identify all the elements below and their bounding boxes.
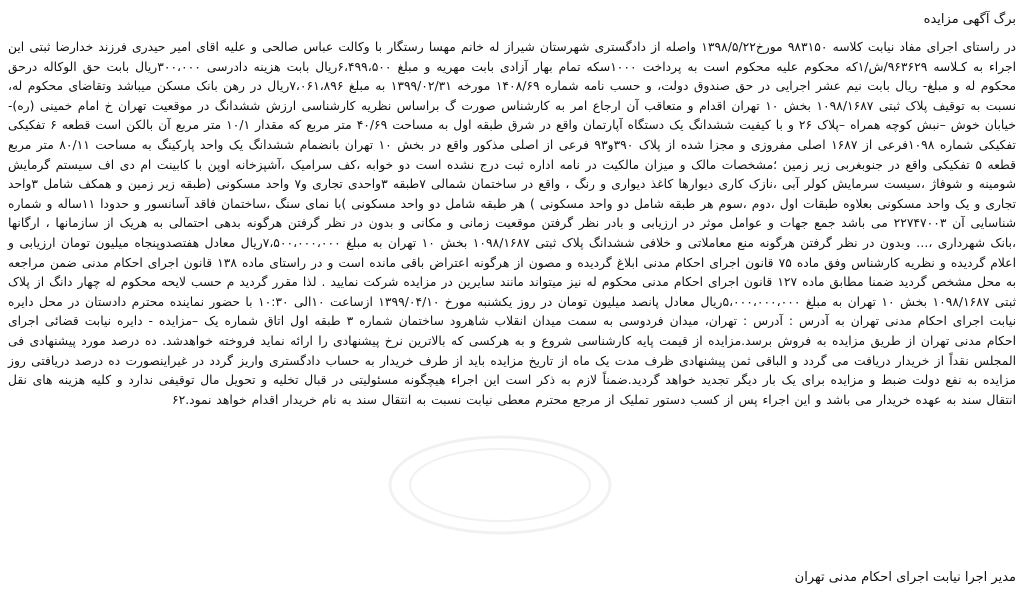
notice-title: برگ آگهی مزایده: [923, 12, 1016, 27]
notice-signature: مدیر اجرا نیابت اجرای احکام مدنی تهران: [794, 570, 1016, 585]
faint-seal-watermark: [380, 430, 620, 540]
notice-body: در راستای اجرای مفاد نیابت کلاسه ۹۸۳۱۵۰ مورخ۱۳۹۸/۵/۲۲ واصله از دادگستری شهرستان شیراز له خانم مهسا رستگار با وکالت عباس صالحی و علیه اقای امیر حیدری فرزند خدارضا ثبتی این اجراء به کـلاسه ۹۶۳۶۲۹/ش/۱که محکوم علیه محکوم است به پرداخت ۱۰۰۰سکه تمام بهار آزادی بابت مهریه و مبلغ ۶،۴۹۹،۵۰۰ریال بابت هزینه دادرسی ۳۰۰،۰۰۰ریال بابت حق الوکاله درحق محکوم له و مبلغ- ریال بابت نیم عشر اجرایی در حق صندوق دولت، و حسب نامه شماره ۱۴۰۸/۶۹ مورخه ۱۳۹۹/۰۲/۳۱ به مبلغ ۷،۰۶۱،۸۹۶ریال در رهن بانک مسکن میباشد وتقاضای محکوم له، نسبت به توقیف پلاک ثبتی ۱۰۹۸/۱۶۸۷ بخش ۱۰ تهران اقدام و متعاقب آن ارجاع امر به کارشناس صورت گ براساس نظریه کارشناسی ارزش ششدانگ در موقعیت تهران خ امام خمینی (ره)-خیابان خوش –نبش کوچه همراه –پلاک ۲۶ و با کیفیت ششدانگ یک دستگاه آپارتمان واقع در شرق طبقه اول به مساحت ۴۰/۶۹ متر مربع که مقدار ۱۰/۱ متر مربع آن بالکن است قطعه ۶ تفکیکی تفکیکی شماره ۱۰۹۸فرعی از ۱۶۸۷ اصلی مفروزی و مجزا شده از پلاک ۳۹۰و۹۳ فرعی از اصلی مذکور واقع در بخش ۱۰ تهران بانضمام ششدانگ یک واحد پارکینگ به مساحت ۸۰/۱۱ متر مربع قطعه ۵ تفکیکی واقع در جنوبغربی زیر زمین ؛مشخصات مالک و میزان مالکیت در نامه اداره ثبت درج نشده است دو خوابه ،کف سرامیک ،آشپزخانه اوپن با کابینت ام دی اف سیستم گرمایش شومینه و شوفاژ ،سیست سرمایش کولر آبی ،نازک کاری دیوارها کاغذ دیواری و رنگ ، واقع در ساختمان شمالی ۷طبقه ۳واحدی تجاری و۷ واحد مسکونی (طبقه زیر زمین و همکف شامل ۳واحد تجاری و یک واحد مسکونی بعلاوه طبقات اول ،دوم ،سوم هر طبقه شامل دو واحد مسکونی ) هر طبقه شامل دو واحد مسکونی )با نمای سنگ ،ساختمان فاقد آسانسور و حدودا ۱۱ساله و شماره شناسایی آن ۲۲۷۴۷۰۰۳ می باشد جمع جهات و عوامل موثر در ارزیابی و بادر نظر گرفتن موقعیت زمانی و مکانی و بدون در نظر گرفتن هرگونه بدهی احتمالی به هریک از سازمانها ، ارگانها ،بانک شهرداری ،… وبدون در نظر گرفتن هرگونه منع معاملاتی و خلافی ششدانگ پلاک ثبتی ۱۰۹۸/۱۶۸۷ بخش ۱۰ تهران به مبلغ ۷،۵۰۰،۰۰۰،۰۰۰ریال معادل هفتصدوپنجاه میلیون تومان ارزیابی و اعلام گردیده و نظریه کارشناس وفق ماده ۷۵ قانون اجرای احکام مدنی ابلاغ گردیده و مصون از هرگونه اعتراض باقی مانده است و در راستای ماده ۱۳۸ قانون اجرای احکام مدنی ضمن مراجعه به محل مشخص گردید ضمنا مطابق ماده ۱۲۷ قانون اجرای احکام مدنی محکوم له نیز میتواند مانند سایرین در مزایده شرکت نمایید . لذا مقرر گردید م حسب لایحه محکوم له چهار دانگ از پلاک ثبتی ۱۰۹۸/۱۶۸۷ بخش ۱۰ تهران به مبلغ ۵،۰۰۰،۰۰۰،۰۰۰ریال معادل پانصد میلیون تومان در روز یکشنبه مورخ ۱۳۹۹/۰۴/۱۰ ازساعت ۱۰الی ۱۰:۳۰ با حضور نماینده محترم دادستان در محل دایره نیابت اجرای احکام مدنی تهران به آدرس : آدرس : تهران، میدان فردوسی به سمت میدان انقلاب شاهرود ساختمان شماره ۳ طبقه اول اتاق شماره یک –مزایده - دایره نیابت قضائی اجرای احکام مدنی تهران از طریق مزایده به فروش برسد.مزایده از قیمت پایه کارشناسی شروع و به هرکسی که بالاترین نرخ پیشنهادی را ارائه نماید فروخته خواهدشد. ده درصد مورد پیشنهادی فی المجلس نقداً از خریدار دریافت می گردد و الباقی ثمن پیشنهادی ظرف مدت یک ماه از تاریخ مزایده باید از طرف خریدار به حساب دادگستری واریز گردد در غیراینصورت ده درصد دریافتی روز مزایده به نفع دولت ضبط و مزایده برای یک بار دیگر تجدید خواهد گردید.ضمناً لازم به ذکر است این اجراء هیچگونه مسئولیتی در قبال تخلیه و تحویل مال توقیفی ندارد و کلیه هزینه های نقل انتقال سند به عهده خریدار می باشد و این اجراء پس از کسب دستور تملیک از مرجع محترم معطی نیابت نسبت به انتقال سند به نام خریدار اقدام خواهد نمود.۶۲: [8, 40, 1017, 407]
